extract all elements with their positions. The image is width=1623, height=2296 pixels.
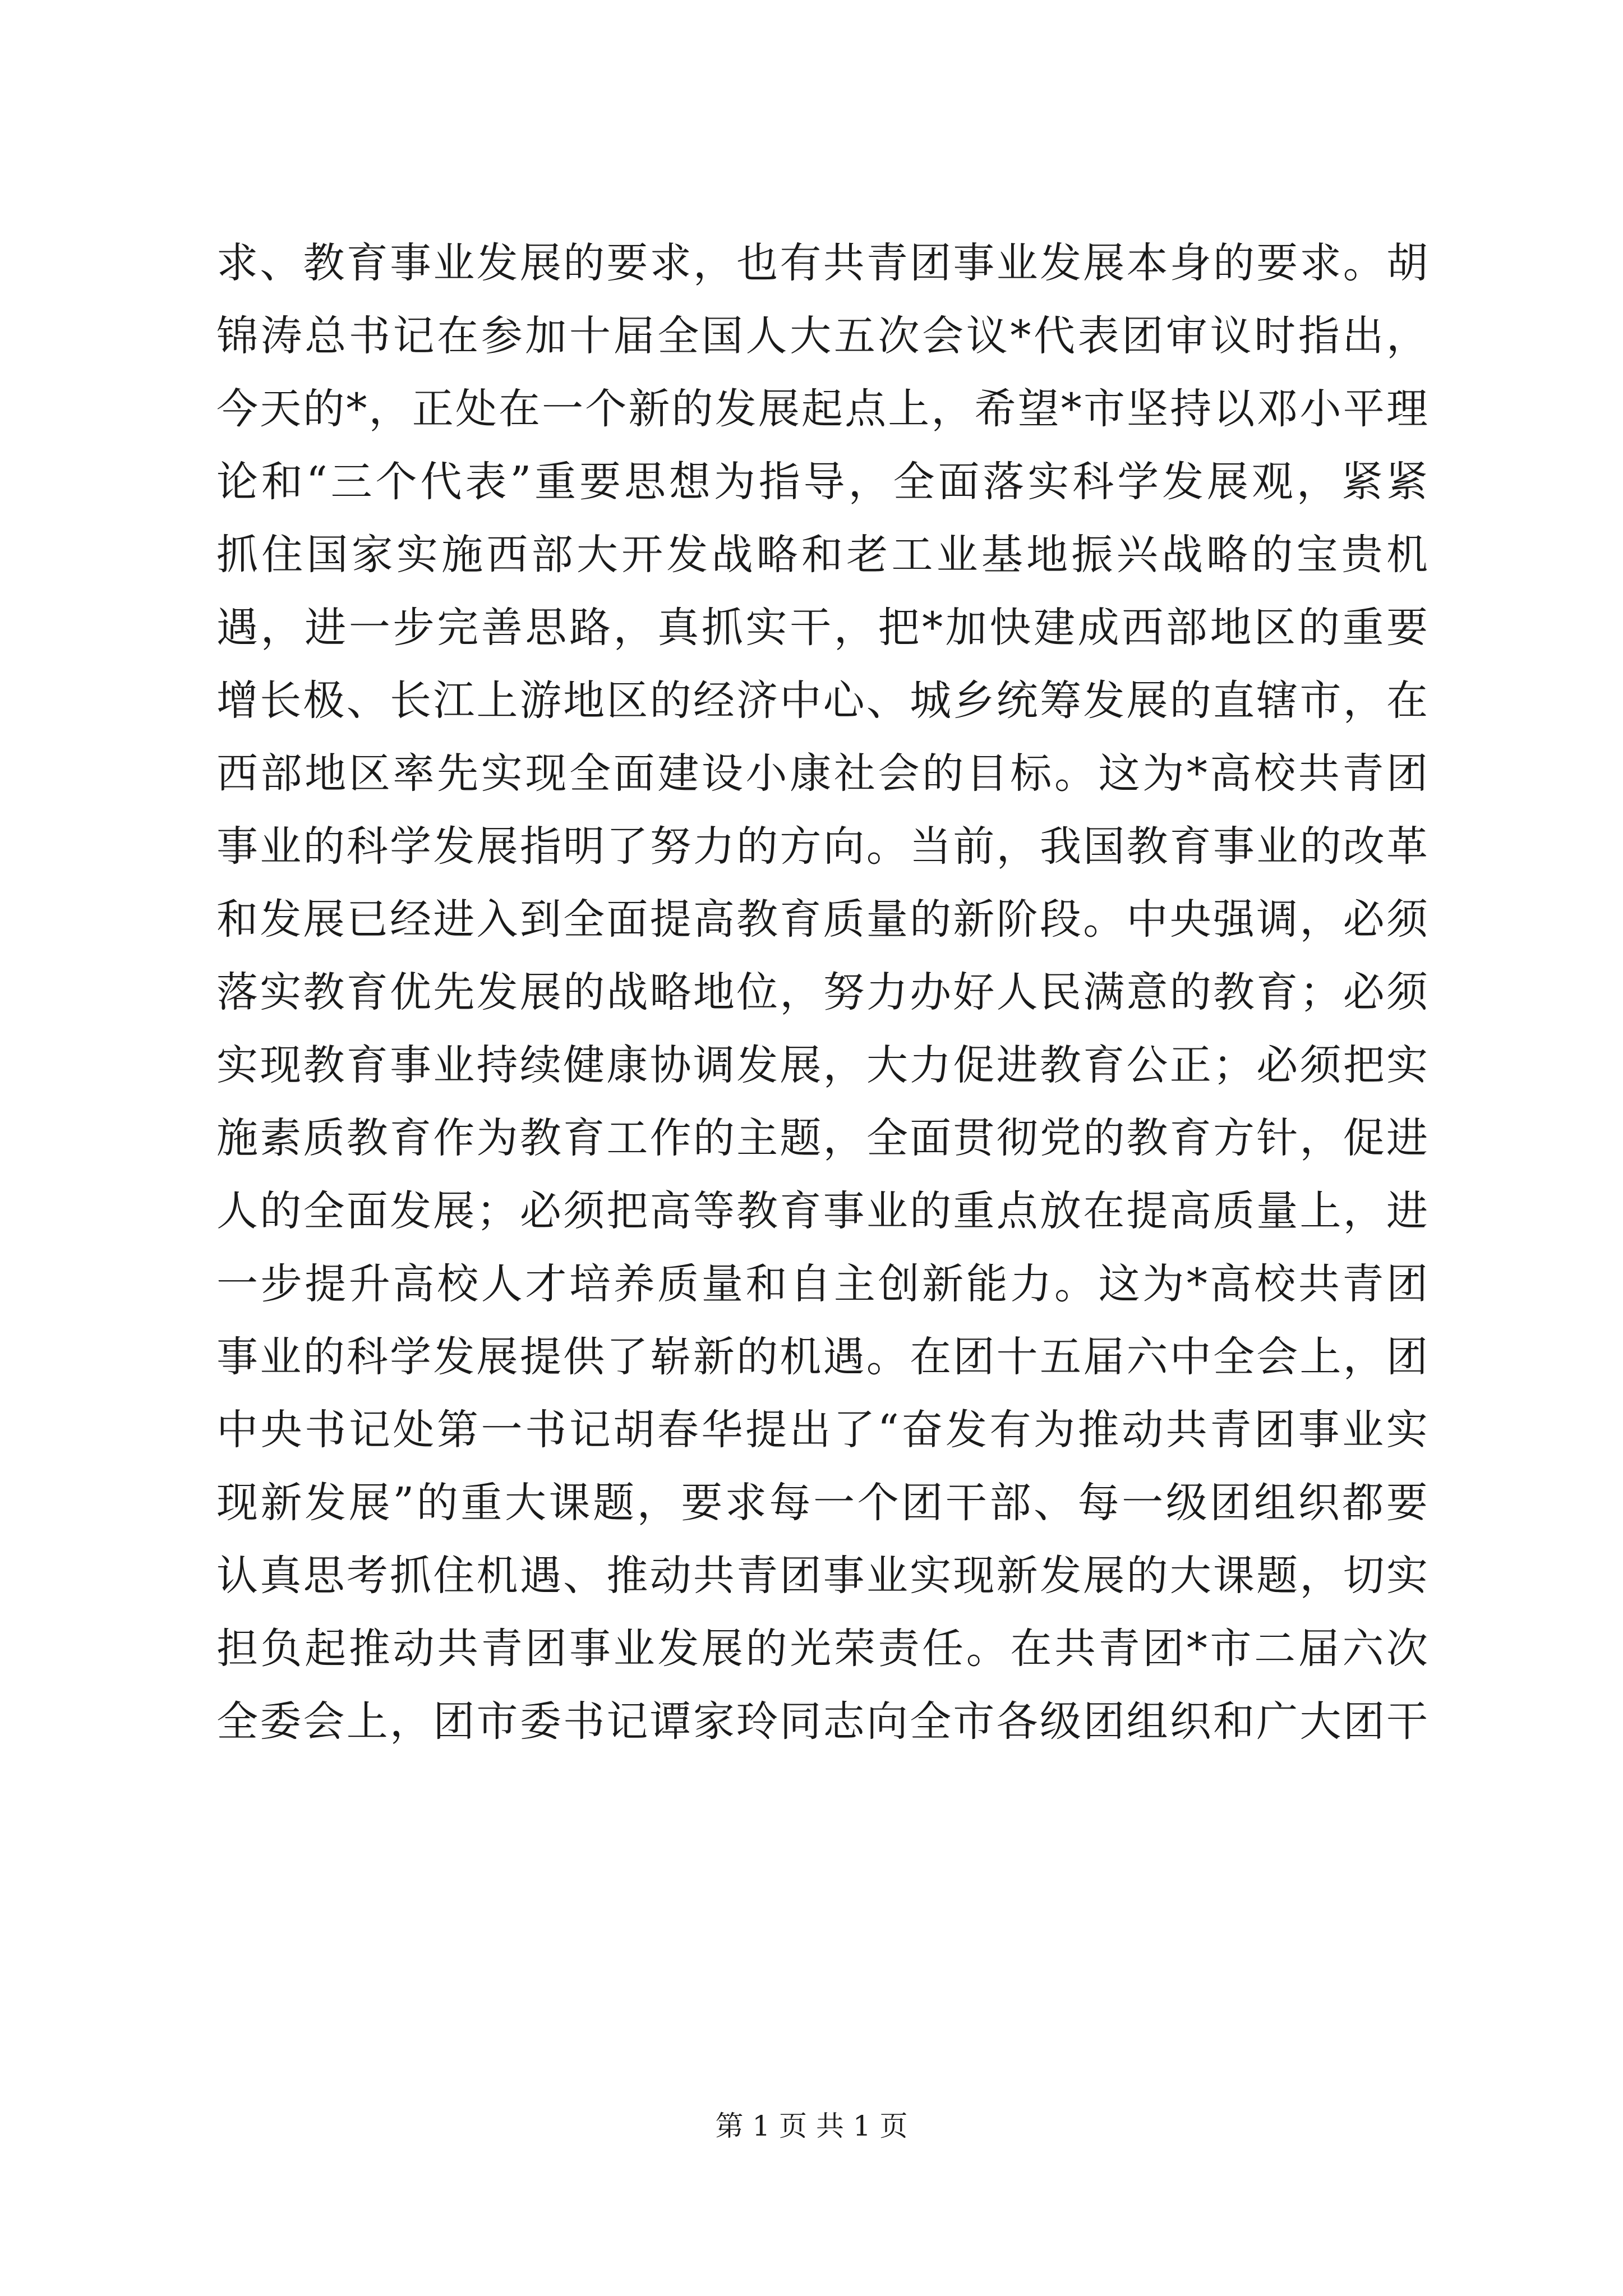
text-line: 今天的*，正处在一个新的发展起点上，希望*市坚持以邓小平理 xyxy=(216,385,1430,433)
text-line: 事业的科学发展提供了崭新的机遇。在团十五届六中全会上，团 xyxy=(216,1333,1430,1381)
text-line: 担负起推动共青团事业发展的光荣责任。在共青团*市二届六次 xyxy=(216,1625,1431,1673)
text-line: 西部地区率先实现全面建设小康社会的目标。这为*高校共青团 xyxy=(216,749,1431,798)
text-line: 实现教育事业持续健康协调发展，大力促进教育公正；必须把实 xyxy=(216,1041,1430,1089)
page-number: 第 1 页 共 1 页 xyxy=(715,2110,908,2142)
text-line: 落实教育优先发展的战略地位，努力办好人民满意的教育；必须 xyxy=(216,968,1430,1016)
text-line: 人的全面发展；必须把高等教育事业的重点放在提高质量上，进 xyxy=(216,1187,1430,1235)
text-line: 增长极、长江上游地区的经济中心、城乡统筹发展的直辖市，在 xyxy=(216,677,1430,725)
body-paragraph xyxy=(216,227,1432,1758)
text-line: 遇，进一步完善思路，真抓实干，把*加快建成西部地区的重要 xyxy=(216,604,1431,652)
text-line: 事业的科学发展指明了努力的方向。当前，我国教育事业的改革 xyxy=(216,822,1430,871)
text-line: 和发展已经进入到全面提高教育质量的新阶段。中央强调，必须 xyxy=(216,895,1430,944)
text-line: 论和“三个代表”重要思想为指导，全面落实科学发展观，紧紧 xyxy=(216,458,1431,506)
text-line: 求、教育事业发展的要求，也有共青团事业发展本身的要求。胡 xyxy=(216,239,1430,287)
text-line: 抓住国家实施西部大开发战略和老工业基地振兴战略的宝贵机 xyxy=(216,531,1432,579)
text-line: 中央书记处第一书记胡春华提出了“奋发有为推动共青团事业实 xyxy=(216,1406,1431,1454)
text-line: 锦涛总书记在参加十届全国人大五次会议*代表团审议时指出， xyxy=(216,312,1431,360)
text-line: 现新发展”的重大课题，要求每一个团干部、每一级团组织都要 xyxy=(216,1479,1431,1527)
page-footer xyxy=(0,2106,1623,2146)
text-line: 全委会上，团市委书记谭家玲同志向全市各级团组织和广大团干 xyxy=(216,1697,1430,1746)
text-line: 施素质教育作为教育工作的主题，全面贯彻党的教育方针，促进 xyxy=(216,1114,1430,1162)
text-line: 认真思考抓住机遇、推动共青团事业实现新发展的大课题，切实 xyxy=(216,1552,1430,1600)
text-line: 一步提升高校人才培养质量和自主创新能力。这为*高校共青团 xyxy=(216,1260,1431,1308)
